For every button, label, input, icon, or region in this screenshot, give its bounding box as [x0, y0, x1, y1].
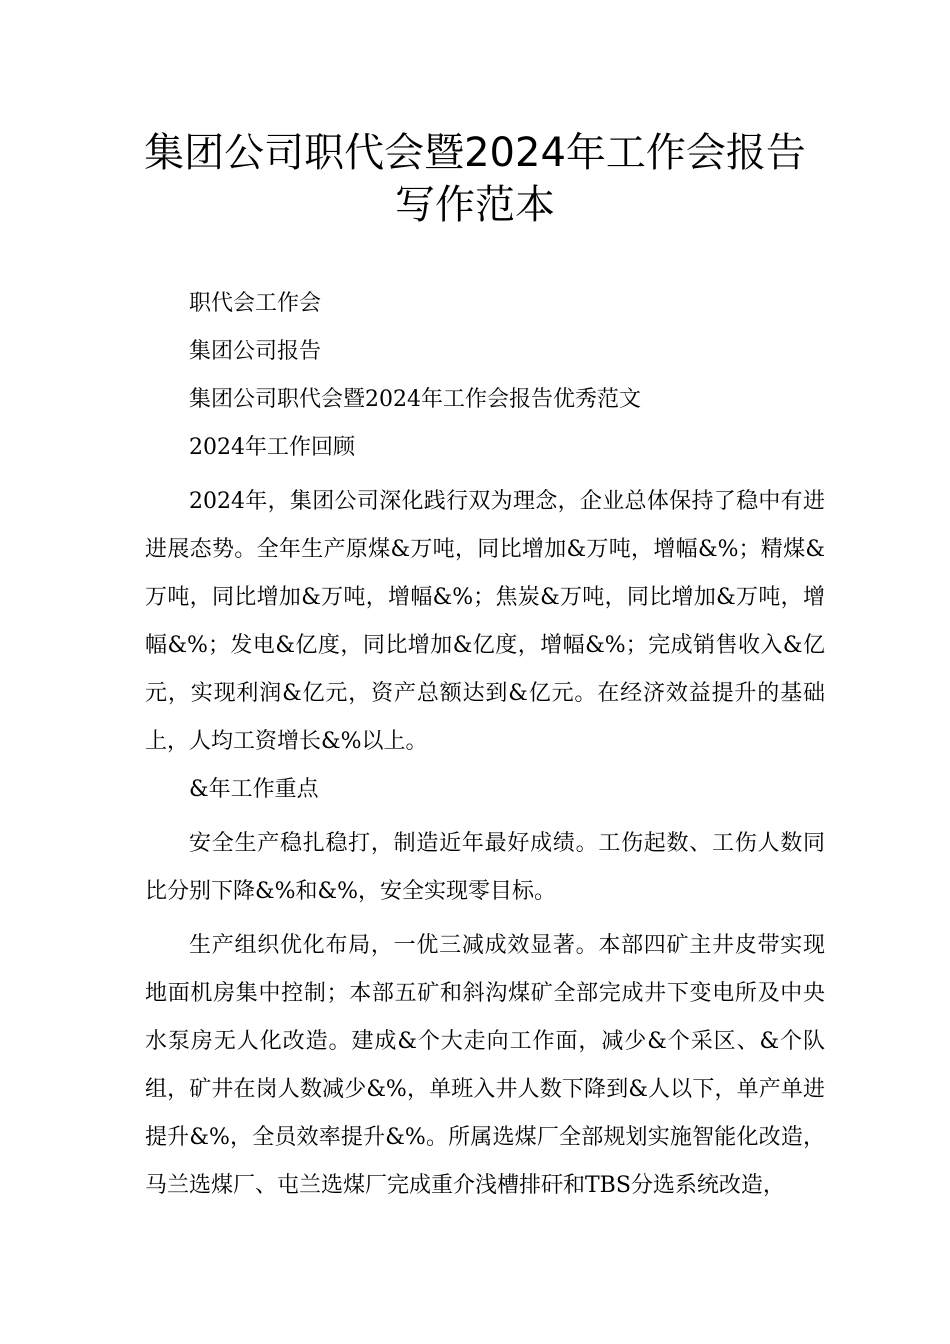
paragraph-5: 2024年，集团公司深化践行双为理念，企业总体保持了稳中有进进展态势。全年生产原煤&万吨，同比增加&万吨，增幅&%；精煤&万吨，同比增加&万吨，增幅&%；焦炭&万吨，同比增加&万吨，增幅&%；发电&亿度，同比增加&亿度，增幅&%；完成销售收入&亿元，实现利润&亿元，资产总额达到&亿元。在经济效益提升的基础上，人均工资增长&%以上。: [145, 489, 825, 754]
paragraph-4: 2024年工作回顾: [189, 435, 355, 460]
paragraph-2: 集团公司报告: [189, 339, 322, 364]
paragraph-1: 职代会工作会: [189, 291, 322, 316]
paragraph-7: 安全生产稳扎稳打，制造近年最好成绩。工伤起数、工伤人数同比分别下降&%和&%，安全实现零目标。: [145, 831, 825, 904]
paragraph-6: &年工作重点: [189, 777, 319, 802]
document-title-line-2: 写作范本: [395, 182, 555, 228]
document-body: [145, 280, 825, 1210]
paragraph-8: 生产组织优化布局，一优三减成效显著。本部四矿主井皮带实现地面机房集中控制；本部五矿和斜沟煤矿全部完成井下变电所及中央水泵房无人化改造。建成&个大走向工作面，减少&个采区、&个队组，矿井在岗人数减少&%，单班入井人数下降到&人以下，单产单进提升&%，全员效率提升&%。所属选煤厂全部规划实施智能化改造，马兰选煤厂、屯兰选煤厂完成重介浅槽排矸和TBS分选系统改造，: [145, 933, 825, 1198]
document-title-line-1: 集团公司职代会暨2024年工作会报告: [144, 130, 806, 176]
paragraph-3: 集团公司职代会暨2024年工作会报告优秀范文: [189, 387, 641, 412]
